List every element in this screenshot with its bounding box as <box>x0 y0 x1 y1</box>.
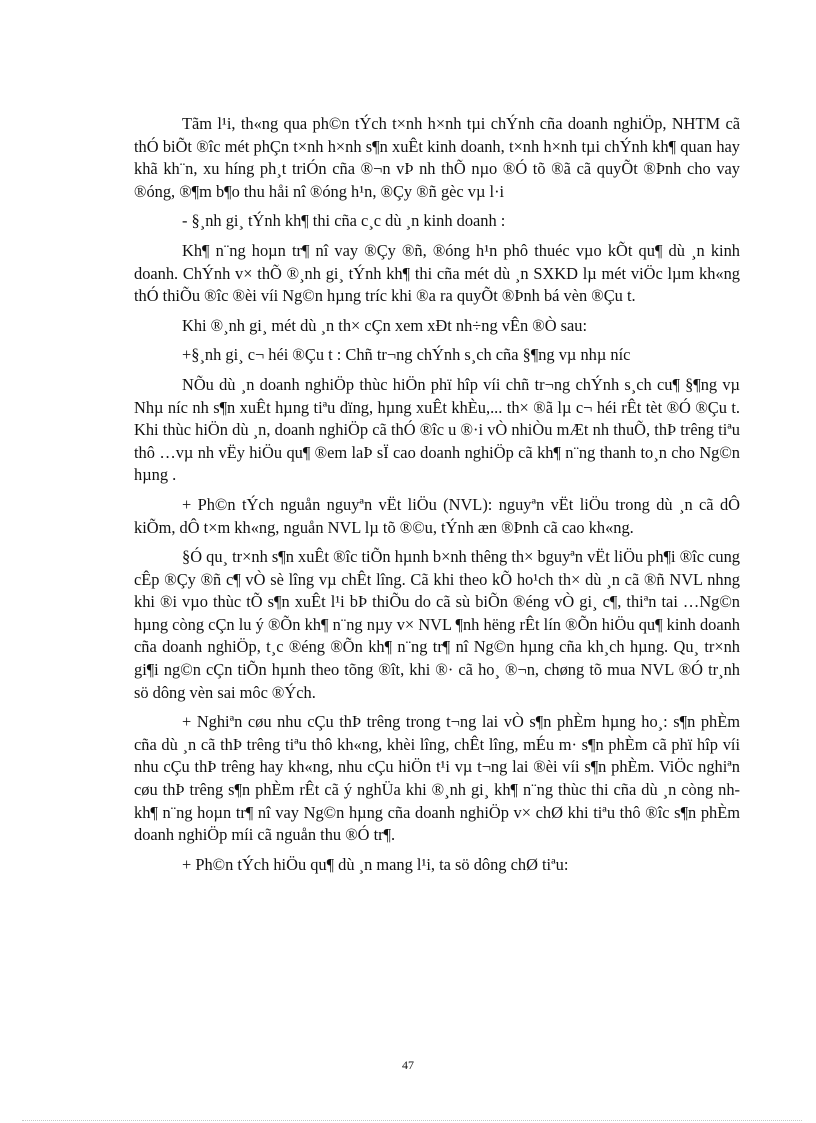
page-body <box>134 113 740 883</box>
paragraph-heading-feasibility: - §¸nh gi¸ tÝnh kh¶ thi cña c¸c dù ¸n kinh doanh : <box>182 211 506 231</box>
paragraph-repayment: Kh¶ n¨ng hoµn tr¶ nî vay ®Çy ®ñ, ®óng h¹n phô thuéc vµo kÕt qu¶ dù ¸n kinh doanh. ChÝnh v× thÕ ®¸nh gi¸ tÝnh kh¶ thi cña mét dù ¸n SXKD lµ mét viÖc lµm kh«ng thÓ thiÕu ®îc ®èi víi Ng©n hµng tríc khi ®a ra quyÕt ®Þnh bá vèn ®Çu t. <box>134 240 740 306</box>
paragraph-efficiency: + Ph©n tÝch hiÖu qu¶ dù ¸n mang l¹i, ta sö dông chØ tiªu: <box>182 854 569 874</box>
paragraph-production-supply: §Ó qu¸ tr×nh s¶n xuÊt ®îc tiÕn hµnh b×nh thêng th× bguyªn vËt liÖu ph¶i ®îc cung cÊp ®Çy ®ñ c¶ vÒ sè lîng vµ chÊt lîng. Cã khi theo kÕ ho¹ch th× dù ¸n cã ®ñ NVL nhng khi ®i vµo thùc tÕ s¶n xuÊt l¹i bÞ thiÕu do cã sù biÕn ®éng vÒ gi¸ c¶, thiªn tai …Ng©n hµng còng cÇn lu ý ®Õn kh¶ n¨ng nµy v× NVL ¶nh hëng rÊt lín ®Õn hiÖu qu¶ kinh doanh cña doanh nghiÖp, t¸c ®éng ®Õn kh¶ n¨ng tr¶ nî Ng©n hµng cña kh¸ch hµng. Qu¸ tr×nh gi¶i ng©n cÇn tiÕn hµnh theo tõng ®ît, khi ®· cã ho¸ ®¬n, chøng tõ mua NVL ®Ó tr¸nh sö dông vèn sai môc ®Ých. <box>134 547 740 702</box>
paragraph-issues-intro: Khi ®¸nh gi¸ mét dù ¸n th× cÇn xem xÐt nh÷ng vÊn ®Ò sau: <box>182 315 588 335</box>
paragraph-market-research: + Nghiªn cøu nhu cÇu thÞ trêng trong t¬ng lai vÒ s¶n phÈm hµng ho¸: s¶n phÈm cña dù ¸n cã thÞ trêng tiªu thô kh«ng, khèi lîng, chÊt lîng, mÉu m· s¶n phÈm cã phï hîp víi nhu cÇu thÞ trêng hay kh«ng, nhu cÇu hiÖn t¹i vµ t¬ng lai ®èi víi s¶n phÈm. ViÖc nghiªn cøu thÞ trêng s¶n phÈm rÊt cã ý nghÜa khi ®¸nh gi¸ kh¶ n¨ng thùc thi cña dù ¸n còng nh kh¶ n¨ng hoµn tr¶ nî vay Ng©n hµng cña doanh nghiÖp v× chØ khi tiªu thô ®îc s¶n phÈm doanh nghiÖp míi cã nguån thu ®Ó tr¶. <box>134 712 740 845</box>
paragraph-investment-opportunity: +§¸nh gi¸ c¬ héi ®Çu t : Chñ tr¬ng chÝnh s¸ch cña §¶ng vµ nhµ níc <box>182 345 631 365</box>
paragraph-summary: Tãm l¹i, th«ng qua ph©n tÝch t×nh h×nh tµi chÝnh cña doanh nghiÖp, NHTM cã thÓ biÕt ®îc mét phÇn t×nh h×nh s¶n xuÊt kinh doanh, t×nh h×nh tµi chÝnh kh¶ quan hay khã kh¨n, xu híng ph¸t triÓn cña ®¬n vÞ nh thÕ nµo ®Ó tõ ®ã cã quyÕt ®Þnh cho vay ®óng, ®¶m b¶o thu håi nî ®óng h¹n, ®Çy ®ñ gèc vµ l·i <box>134 114 740 201</box>
page-bottom-divider <box>22 1120 802 1121</box>
paragraph-policy-alignment: NÕu dù ¸n doanh nghiÖp thùc hiÖn phï hîp víi chñ tr¬ng chÝnh s¸ch cu¶ §¶ng vµ Nhµ níc nh s¶n xuÊt hµng tiªu dïng, hµng xuÊt khÈu,... th× ®ã lµ c¬ héi rÊt tèt ®Ó ®Çu t. Khi thùc hiÖn dù ¸n, doanh nghiÖp cã thÓ ®îc u ®·i vÒ nhiÒu mÆt nh thuÕ, thÞ trêng tiªu thô …vµ nh vËy hiÖu qu¶ ®em laÞ sÏ cao doanh nghiÖp cã kh¶ n¨ng thanh to¸n cho Ng©n hµng . <box>134 374 740 485</box>
paragraph-raw-materials: + Ph©n tÝch nguån nguyªn vËt liÖu (NVL): nguyªn vËt liÖu trong dù ¸n cã dÔ kiÕm, dÔ t×m kh«ng, nguån NVL lµ tõ ®©u, tÝnh æn ®Þnh cã cao kh«ng. <box>134 494 740 537</box>
page-number: 47 <box>402 1058 414 1072</box>
